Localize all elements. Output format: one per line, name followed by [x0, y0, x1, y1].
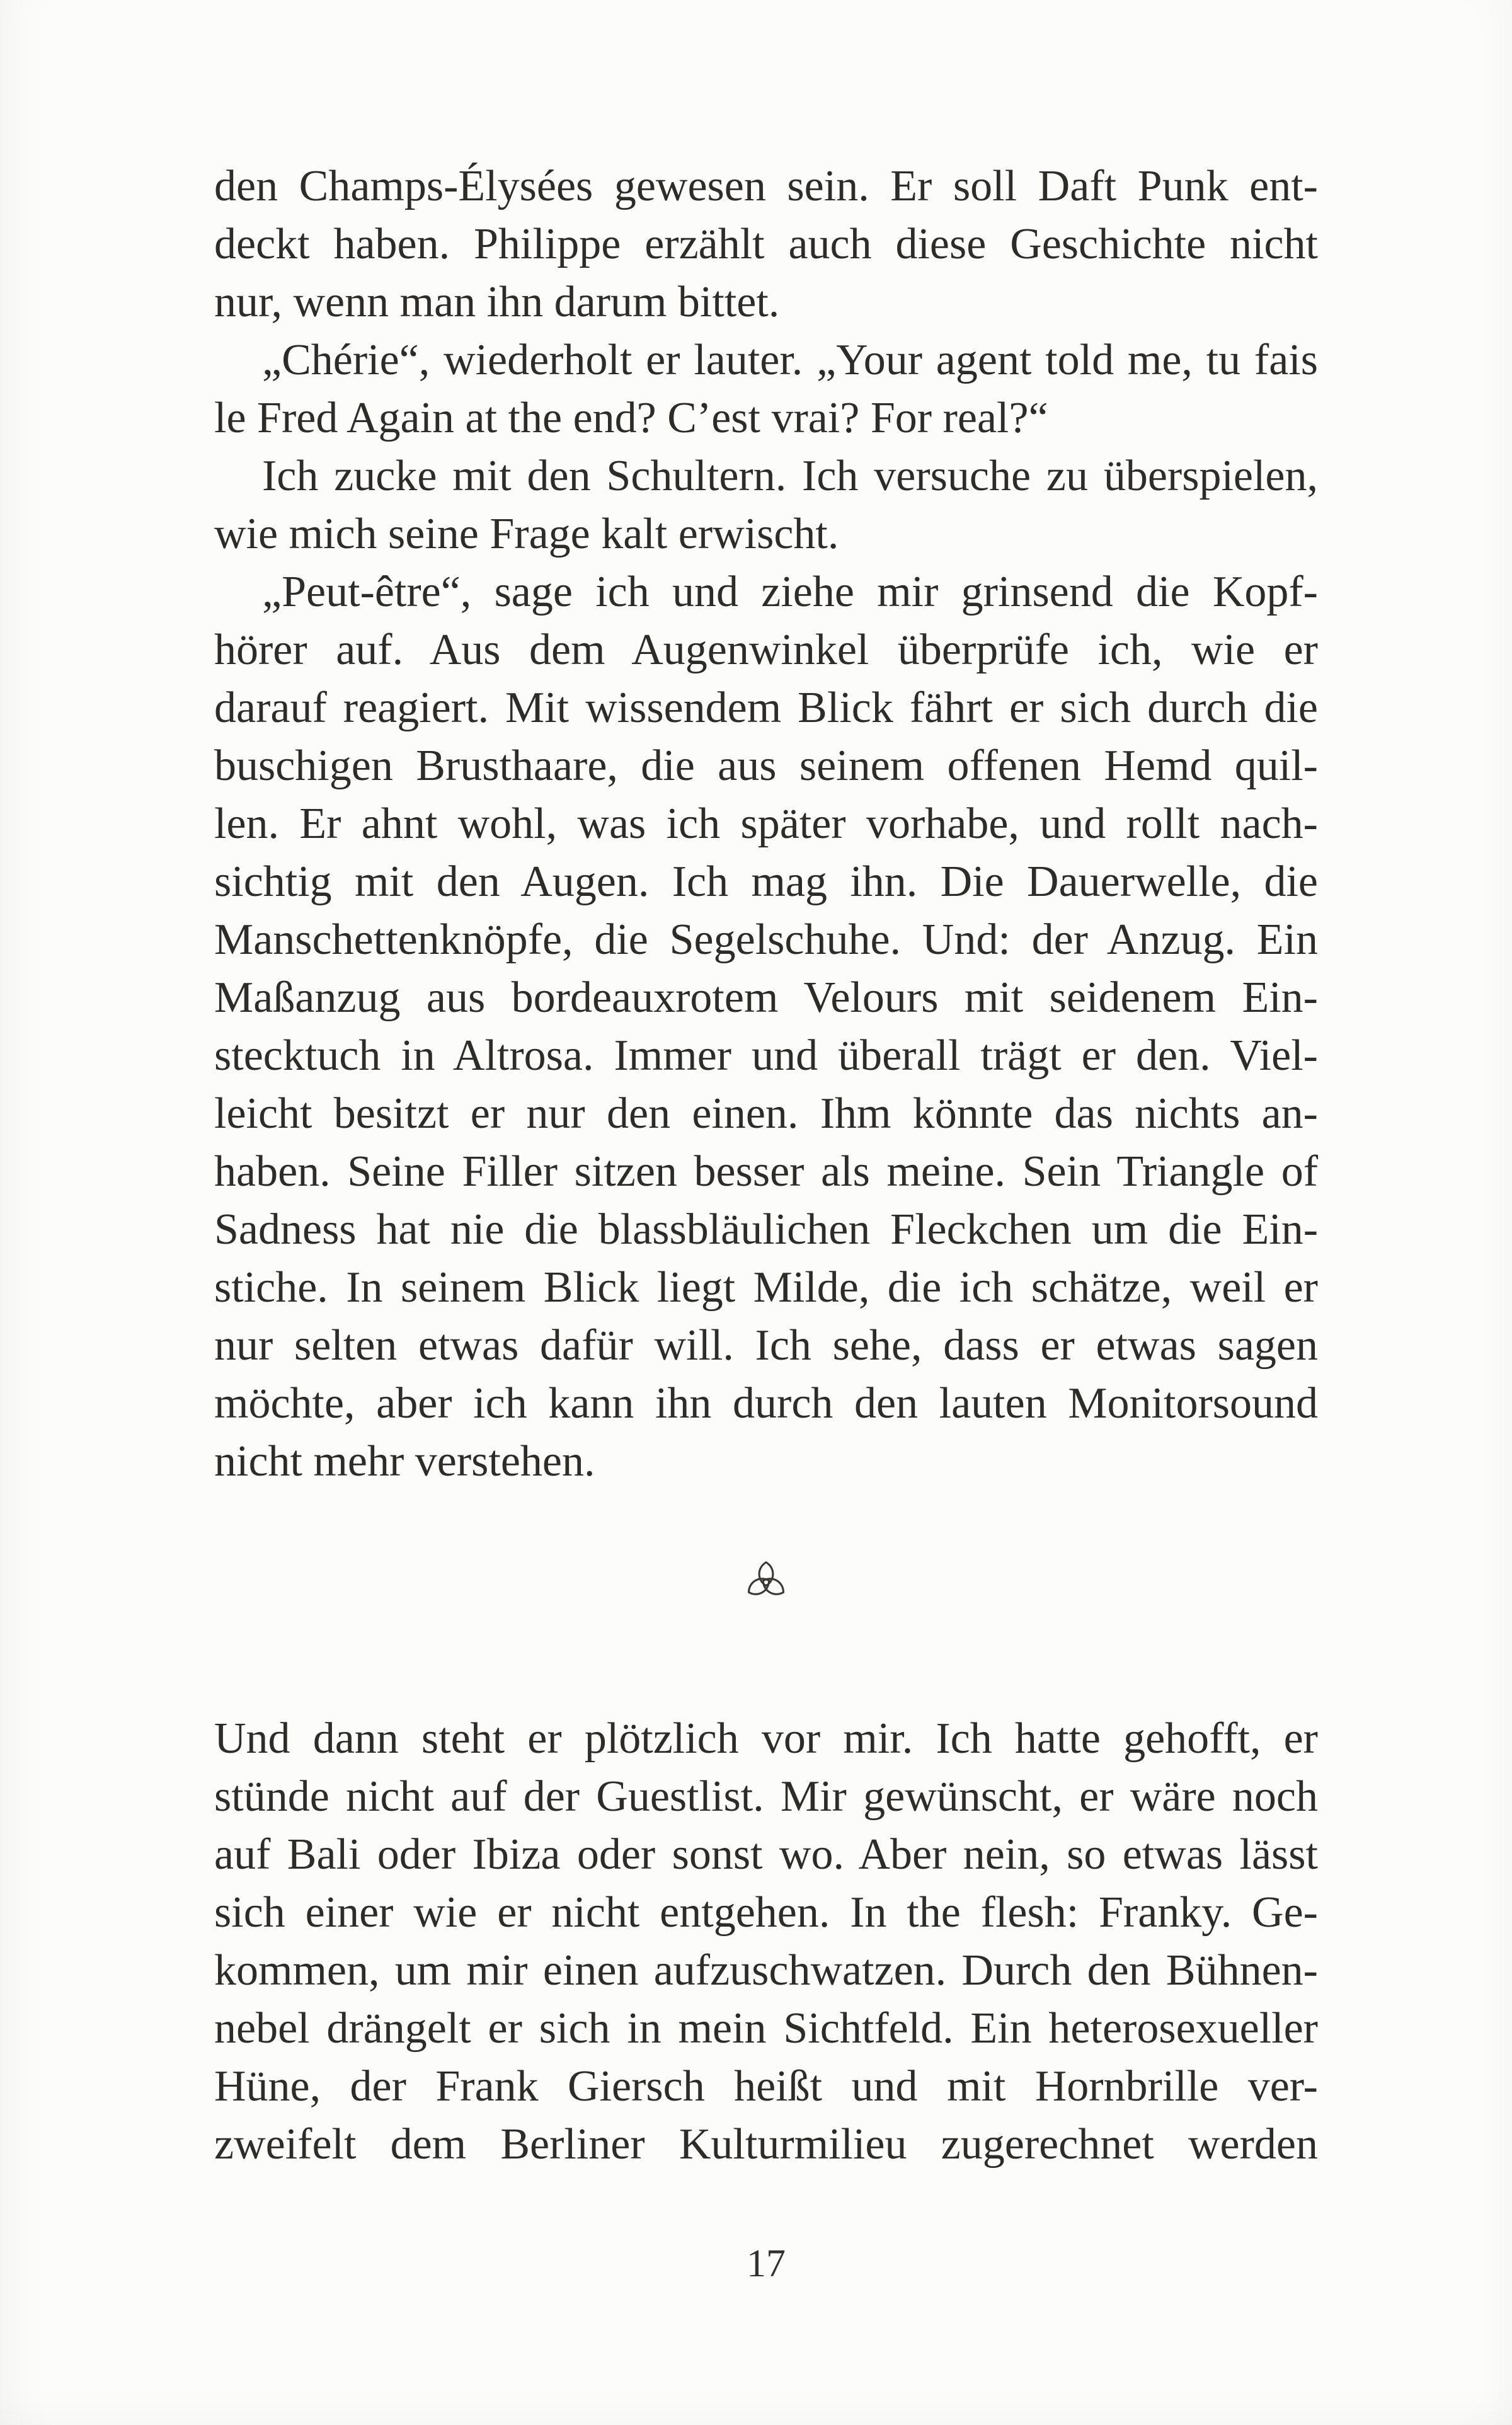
text-line: Ich zucke mit den Schultern. Ich versuche zu überspielen, [262, 452, 1318, 500]
text-line: haben. Seine Filler sitzen besser als meine. Sein Triangle of [214, 1147, 1318, 1196]
text-line: Hüne, der Frank Giersch heißt und mit Hornbrille ver- [214, 2062, 1318, 2111]
section-divider [214, 1557, 1318, 1612]
text-line: le Fred Again at the end? C’est vrai? For real?“ [214, 394, 1048, 442]
text-line: sichtig mit den Augen. Ich mag ihn. Die Dauerwelle, die [214, 857, 1318, 906]
paragraph [214, 158, 1318, 331]
text-line: Manschettenknöpfe, die Segelschuhe. Und: der Anzug. Ein [214, 915, 1318, 964]
text-line: Maßanzug aus bordeauxrotem Velours mit seidenem Ein- [214, 973, 1318, 1022]
text-line: kommen, um mir einen aufzuschwatzen. Durch den Bühnen- [214, 1946, 1318, 1995]
page-number: 17 [747, 2242, 786, 2285]
text-line: stiche. In seinem Blick liegt Milde, die ich schätze, weil er [214, 1263, 1318, 1312]
paragraph [214, 563, 1318, 1491]
paragraph [214, 1710, 1318, 2174]
text-line: „Chérie“, wiederholt er lauter. „Your agent told me, tu fais [262, 336, 1318, 384]
text-line: nicht mehr verstehen. [214, 1437, 595, 1486]
paragraph [214, 331, 1318, 447]
text-line: „Peut-être“, sage ich und ziehe mir grinsend die Kopf- [262, 568, 1318, 616]
paragraph [214, 447, 1318, 563]
text-line: len. Er ahnt wohl, was ich später vorhabe, und rollt nach- [214, 800, 1318, 848]
text-block-bottom [214, 1710, 1318, 2174]
text-line: deckt haben. Philippe erzählt auch diese Geschichte nicht [214, 220, 1318, 268]
text-line: zweifelt dem Berliner Kulturmilieu zugerechnet werden [214, 2120, 1318, 2169]
text-line: möchte, aber ich kann ihn durch den lauten Monitorsound [214, 1379, 1318, 1428]
text-line: nur, wenn man ihn darum bittet. [214, 278, 780, 326]
text-line: darauf reagiert. Mit wissendem Blick fährt er sich durch die [214, 684, 1318, 732]
text-line: nebel drängelt er sich in mein Sichtfeld. Ein heterosexueller [214, 2004, 1318, 2053]
text-line: nur selten etwas dafür will. Ich sehe, dass er etwas sagen [214, 1321, 1318, 1370]
text-block-top [214, 158, 1318, 1491]
text-line: hörer auf. Aus dem Augenwinkel überprüfe ich, wie er [214, 626, 1318, 674]
text-line: den Champs-Élysées gewesen sein. Er soll Daft Punk ent- [214, 162, 1318, 210]
text-line: auf Bali oder Ibiza oder sonst wo. Aber nein, so etwas lässt [214, 1830, 1318, 1879]
text-line: leicht besitzt er nur den einen. Ihm könnte das nichts an- [214, 1089, 1318, 1138]
text-line: Und dann steht er plötzlich vor mir. Ich hatte gehofft, er [214, 1714, 1318, 1763]
text-line: buschigen Brusthaare, die aus seinem offenen Hemd quil- [214, 742, 1318, 790]
text-line: stecktuch in Altrosa. Immer und überall trägt er den. Viel- [214, 1031, 1318, 1080]
text-line: sich einer wie er nicht entgehen. In the flesh: Franky. Ge- [214, 1888, 1318, 1937]
text-line: Sadness hat nie die blassbläulichen Fleckchen um die Ein- [214, 1205, 1318, 1254]
text-line: wie mich seine Frage kalt erwischt. [214, 510, 839, 558]
triquetra-ornament-icon [738, 1557, 794, 1612]
text-line: stünde nicht auf der Guestlist. Mir gewünscht, er wäre noch [214, 1772, 1318, 1821]
